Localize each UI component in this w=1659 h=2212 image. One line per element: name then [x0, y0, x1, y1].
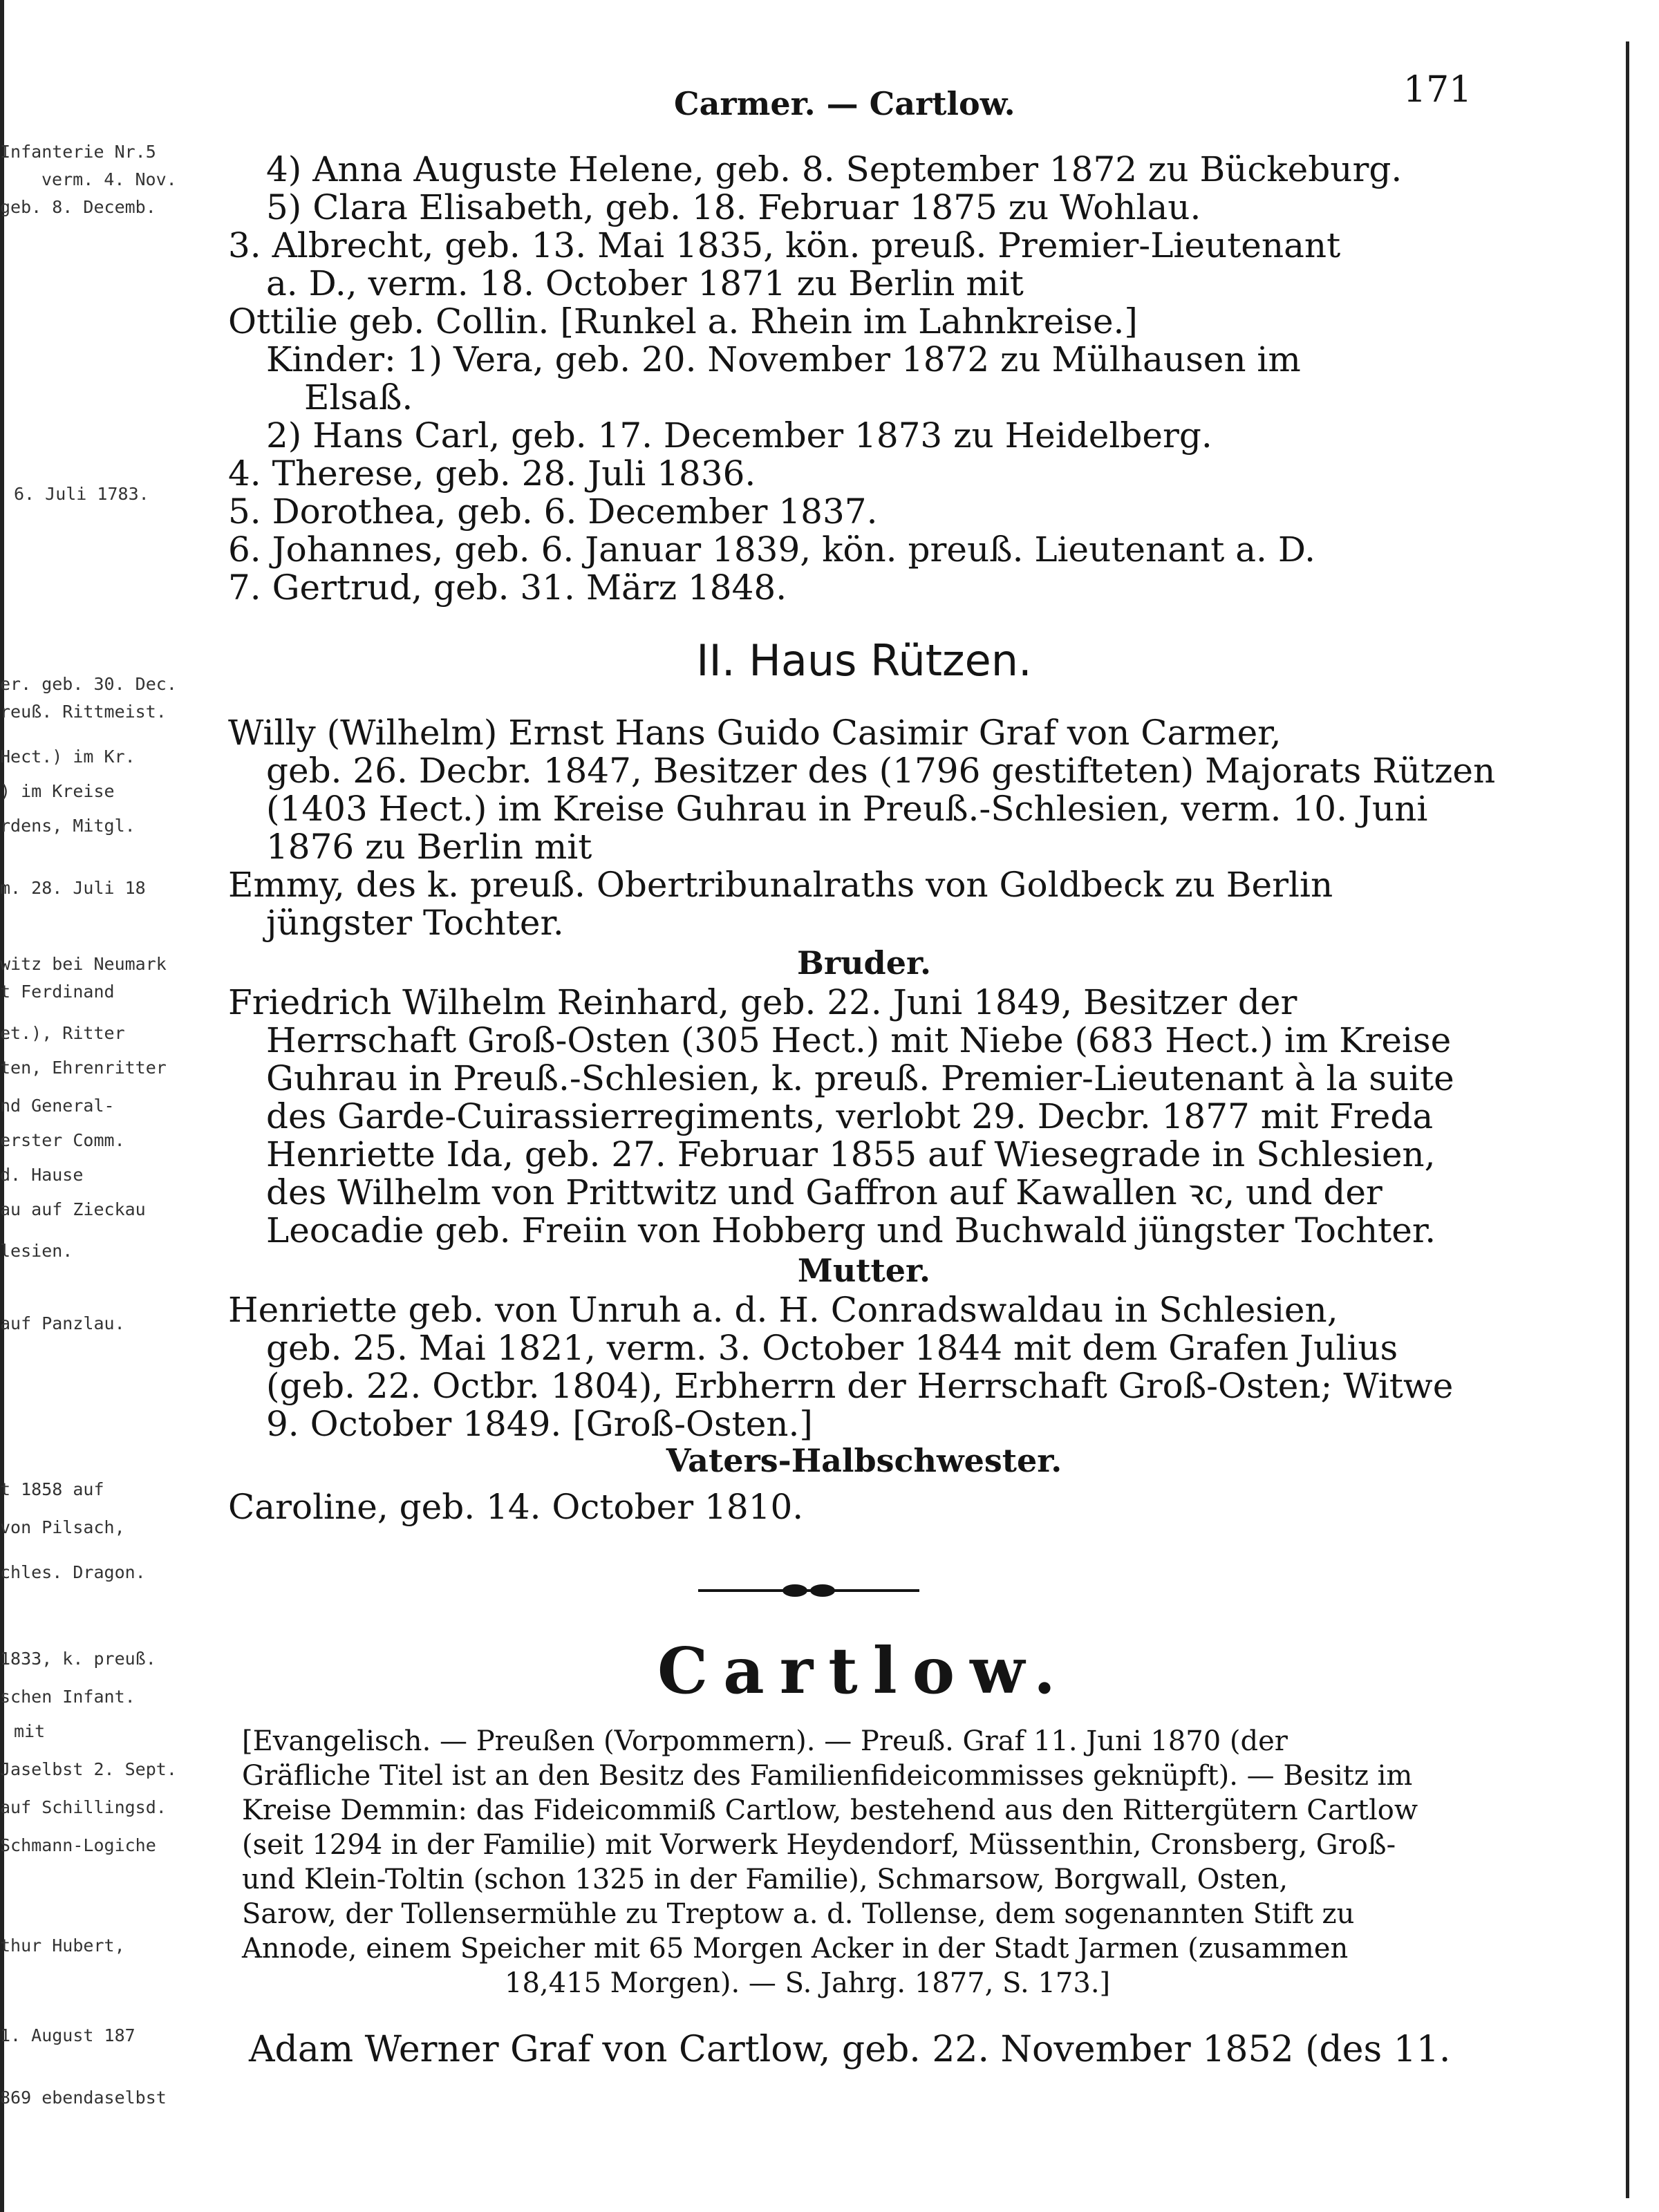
entry-line: (geb. 22. Octbr. 1804), Erbherrn der Herrschaft Groß-Osten; Witwe — [266, 1366, 1454, 1406]
margin-note: witz bei Neumark — [0, 954, 167, 974]
entry-line: Guhrau in Preuß.-Schlesien, k. preuß. Premier-Lieutenant à la suite — [266, 1058, 1454, 1098]
family-intro-line: Gräfliche Titel ist an den Besitz des Familienfideicommisses geknüpft). — Besitz im — [242, 1760, 1413, 1792]
entry-line: Emmy, des k. preuß. Obertribunalraths von Goldbeck zu Berlin — [228, 865, 1333, 905]
entry-line: des Garde-Cuirassierregiments, verlobt 29. Decbr. 1877 mit Freda — [266, 1096, 1434, 1136]
entry-line: 3. Albrecht, geb. 13. Mai 1835, kön. preuß. Premier-Lieutenant — [228, 225, 1341, 265]
margin-note: d. Hause — [0, 1165, 84, 1185]
entry-line: 6. Johannes, geb. 6. Januar 1839, kön. preuß. Lieutenant a. D. — [228, 529, 1316, 570]
margin-note: 869 ebendaselbst — [0, 2088, 167, 2108]
subheading-vaters-halbschwester: Vaters-Halbschwester. — [666, 1442, 1062, 1479]
running-header: Carmer. — Cartlow. — [674, 85, 1015, 122]
entry-line: Kinder: 1) Vera, geb. 20. November 1872 zu Mülhausen im — [266, 339, 1301, 379]
family-intro-line: Kreise Demmin: das Fideicommiß Cartlow, bestehend aus den Rittergütern Cartlow — [242, 1794, 1418, 1826]
entry-line: Willy (Wilhelm) Ernst Hans Guido Casimir Graf von Carmer, — [228, 713, 1282, 753]
family-intro-line: Annode, einem Speicher mit 65 Morgen Acker in der Stadt Jarmen (zusammen — [242, 1933, 1349, 1965]
margin-note: schen Infant. — [0, 1687, 135, 1707]
entry-line: Friedrich Wilhelm Reinhard, geb. 22. Juni 1849, Besitzer der — [228, 982, 1297, 1022]
margin-note: er. geb. 30. Dec. — [0, 674, 177, 694]
ornament-divider — [698, 1580, 919, 1601]
margin-note: m. 28. Juli 18 — [0, 878, 146, 898]
margin-note: Schmann-Logiche — [0, 1835, 156, 1855]
margin-note: rdens, Mitgl. — [0, 816, 135, 836]
entry-line: 5. Dorothea, geb. 6. December 1837. — [228, 491, 878, 532]
entry-line: a. D., verm. 18. October 1871 zu Berlin mit — [266, 263, 1024, 303]
entry-line: 4. Therese, geb. 28. Juli 1836. — [228, 453, 756, 494]
margin-note: 1833, k. preuß. — [0, 1649, 156, 1669]
family-intro-line: und Klein-Toltin (schon 1325 in der Familie), Schmarsow, Borgwall, Osten, — [242, 1864, 1288, 1895]
margin-note: auf Schillingsd. — [0, 1797, 167, 1817]
family-intro-line: Sarow, der Tollensermühle zu Treptow a. d. Tollense, dem sogenannten Stift zu — [242, 1898, 1355, 1930]
margin-note: Hect.) im Kr. — [0, 747, 135, 767]
subheading-bruder: Bruder. — [796, 944, 932, 982]
entry-line: 9. October 1849. [Groß-Osten.] — [266, 1404, 813, 1444]
entry-line: geb. 25. Mai 1821, verm. 3. October 1844 mit dem Grafen Julius — [266, 1328, 1398, 1368]
margin-note: von Pilsach, — [0, 1517, 125, 1537]
family-intro-line: [Evangelisch. — Preußen (Vorpommern). — Preuß. Graf 11. Juni 1870 (der — [242, 1725, 1288, 1757]
page-number: 171 — [1403, 69, 1472, 111]
entry-line: Ottilie geb. Collin. [Runkel a. Rhein im Lahnkreise.] — [228, 301, 1138, 341]
margin-note: geb. 8. Decemb. — [0, 197, 156, 217]
entry-line: Henriette geb. von Unruh a. d. H. Conradswaldau in Schlesien, — [228, 1290, 1338, 1330]
margin-note: au auf Zieckau — [0, 1199, 146, 1219]
margin-note: et.), Ritter — [0, 1023, 125, 1043]
margin-note: Infanterie Nr.5 — [0, 142, 156, 162]
subheading-mutter: Mutter. — [797, 1252, 931, 1289]
margin-note: Jaselbst 2. Sept. — [0, 1759, 177, 1779]
margin-note: ten, Ehrenritter — [0, 1058, 167, 1078]
family-intro-line: (seit 1294 in der Familie) mit Vorwerk Heydendorf, Müssenthin, Cronsberg, Groß- — [242, 1829, 1396, 1861]
margin-note: thur Hubert, — [0, 1936, 125, 1956]
margin-note: nd General- — [0, 1096, 115, 1116]
entry-line: (1403 Hect.) im Kreise Guhrau in Preuß.-Schlesien, verm. 10. Juni — [266, 789, 1428, 829]
margin-note: erster Comm. — [0, 1130, 125, 1150]
entry-line: Adam Werner Graf von Cartlow, geb. 22. November 1852 (des 11. — [249, 2029, 1451, 2070]
entry-line: 2) Hans Carl, geb. 17. December 1873 zu Heidelberg. — [266, 415, 1212, 456]
entry-line: Herrschaft Groß-Osten (305 Hect.) mit Niebe (683 Hect.) im Kreise — [266, 1020, 1452, 1060]
entry-line: Elsaß. — [304, 377, 413, 418]
margin-note: t 1858 auf — [0, 1479, 104, 1499]
margin-note: verm. 4. Nov. — [41, 169, 177, 189]
margin-rule — [1626, 41, 1629, 2198]
entry-line: 1876 zu Berlin mit — [266, 827, 592, 867]
margin-note: reuß. Rittmeist. — [0, 702, 167, 722]
family-heading: Cartlow. — [657, 1633, 1071, 1708]
section-heading: II. Haus Rützen. — [696, 635, 1032, 686]
margin-note: 6. Juli 1783. — [14, 484, 149, 504]
entry-line: 4) Anna Auguste Helene, geb. 8. September 1872 zu Bückeburg. — [266, 149, 1403, 189]
entry-line: 5) Clara Elisabeth, geb. 18. Februar 1875 zu Wohlau. — [266, 187, 1201, 227]
entry-line: Caroline, geb. 14. October 1810. — [228, 1487, 804, 1527]
entry-line: 7. Gertrud, geb. 31. März 1848. — [228, 568, 787, 608]
margin-note: t Ferdinand — [0, 982, 115, 1002]
entry-line: Leocadie geb. Freiin von Hobberg und Buchwald jüngster Tochter. — [266, 1210, 1436, 1250]
entry-line: geb. 26. Decbr. 1847, Besitzer des (1796 gestifteten) Majorats Rützen — [266, 751, 1496, 791]
margin-note: chles. Dragon. — [0, 1562, 146, 1582]
margin-note: auf Panzlau. — [0, 1313, 125, 1333]
entry-line: Henriette Ida, geb. 27. Februar 1855 auf Wiesegrade in Schlesien, — [266, 1134, 1436, 1174]
family-intro-line: 18,415 Morgen). — S. Jahrg. 1877, S. 173.] — [505, 1967, 1111, 1999]
entry-line: des Wilhelm von Prittwitz und Gaffron auf Kawallen ꝛc, und der — [266, 1172, 1382, 1212]
margin-note: 1. August 187 — [0, 2025, 135, 2045]
margin-note: ) im Kreise — [0, 781, 115, 801]
entry-line: jüngster Tochter. — [266, 903, 564, 943]
margin-note: mit — [14, 1721, 46, 1741]
margin-note: lesien. — [0, 1241, 73, 1261]
